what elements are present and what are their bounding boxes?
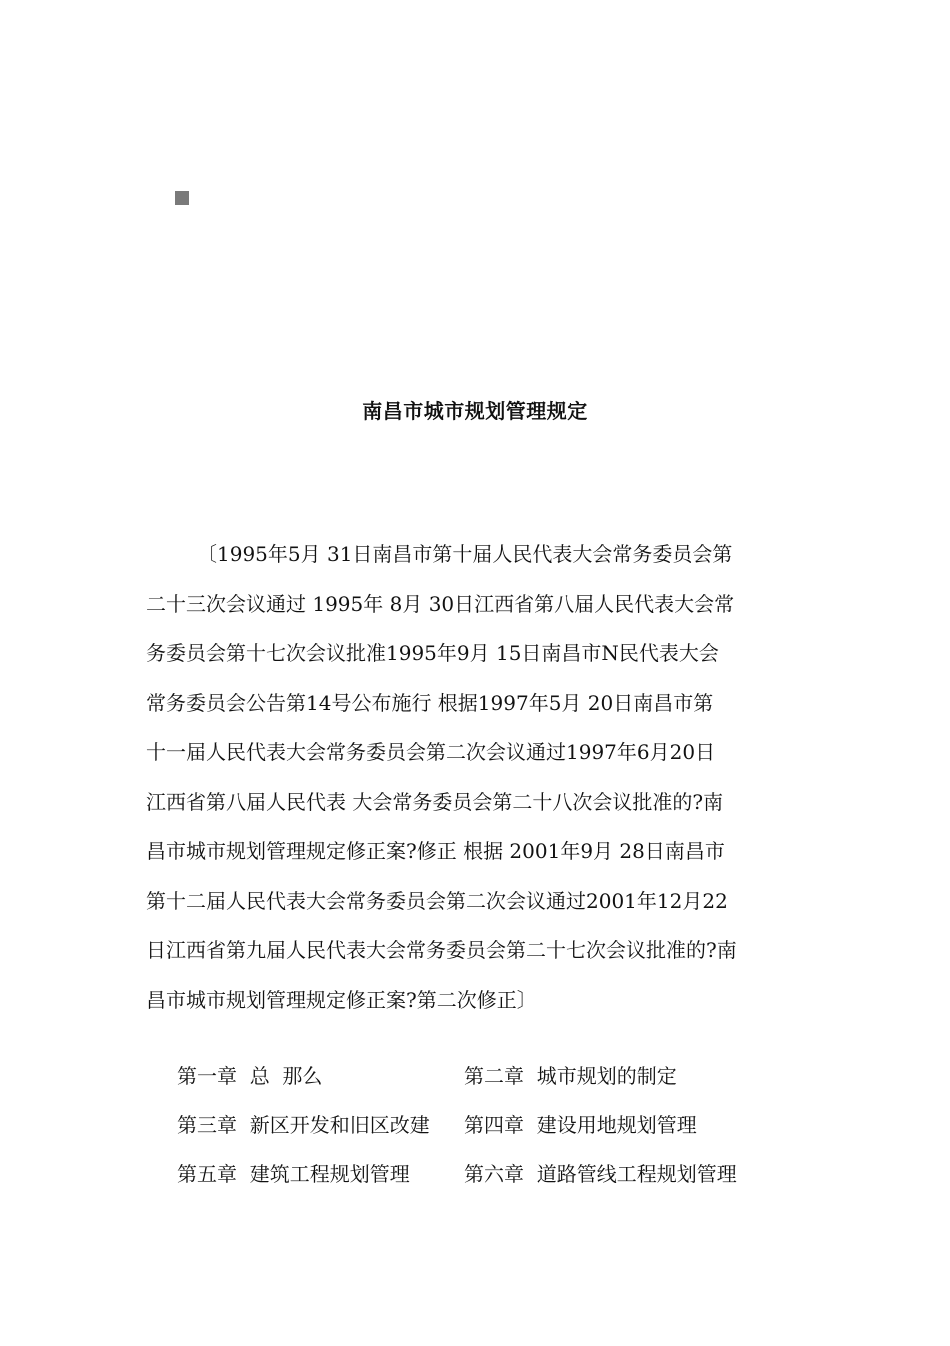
preamble-line: 江西省第八届人民代表 大会常务委员会第二十八次会议批准的?南 <box>146 789 724 814</box>
preamble-line: 昌市城市规划管理规定修正案?修正 根据 2001年9月 28日南昌市 <box>146 839 725 863</box>
document-title: 南昌市城市规划管理规定 <box>362 399 588 423</box>
toc-row <box>177 1101 817 1150</box>
preamble-line: 第十二届人民代表大会常务委员会第二次会议通过2001年12月22 <box>146 888 728 913</box>
table-of-contents <box>177 1052 817 1199</box>
preamble-line: 十一届人民代表大会常务委员会第二次会议通过1997年6月20日 <box>146 740 716 764</box>
toc-entry-chapter-4: 第四章 建设用地规划管理 <box>464 1113 697 1137</box>
toc-entry-chapter-1: 第一章 总 那么 <box>177 1064 323 1088</box>
toc-entry-chapter-3: 第三章 新区开发和旧区改建 <box>177 1113 430 1137</box>
preamble-line: 务委员会第十七次会议批准1995年9月 15日南昌市N民代表大会 <box>146 641 719 665</box>
toc-entry-chapter-6: 第六章 道路管线工程规划管理 <box>464 1162 737 1186</box>
preamble-line: 〔1995年5月 31日南昌市第十届人民代表大会常务委员会第 <box>197 542 733 566</box>
preamble <box>146 530 816 1025</box>
toc-row <box>177 1150 817 1199</box>
preamble-line: 常务委员会公告第14号公布施行 根据1997年5月 20日南昌市第 <box>146 690 714 715</box>
square-bullet-icon <box>175 191 189 205</box>
preamble-line: 日江西省第九届人民代表大会常务委员会第二十七次会议批准的?南 <box>146 938 737 962</box>
toc-row <box>177 1052 817 1101</box>
preamble-line: 昌市城市规划管理规定修正案?第二次修正〕 <box>146 987 537 1012</box>
toc-entry-chapter-2: 第二章 城市规划的制定 <box>464 1064 677 1088</box>
toc-entry-chapter-5: 第五章 建筑工程规划管理 <box>177 1162 410 1186</box>
preamble-line: 二十三次会议通过 1995年 8月 30日江西省第八届人民代表大会常 <box>146 591 735 616</box>
